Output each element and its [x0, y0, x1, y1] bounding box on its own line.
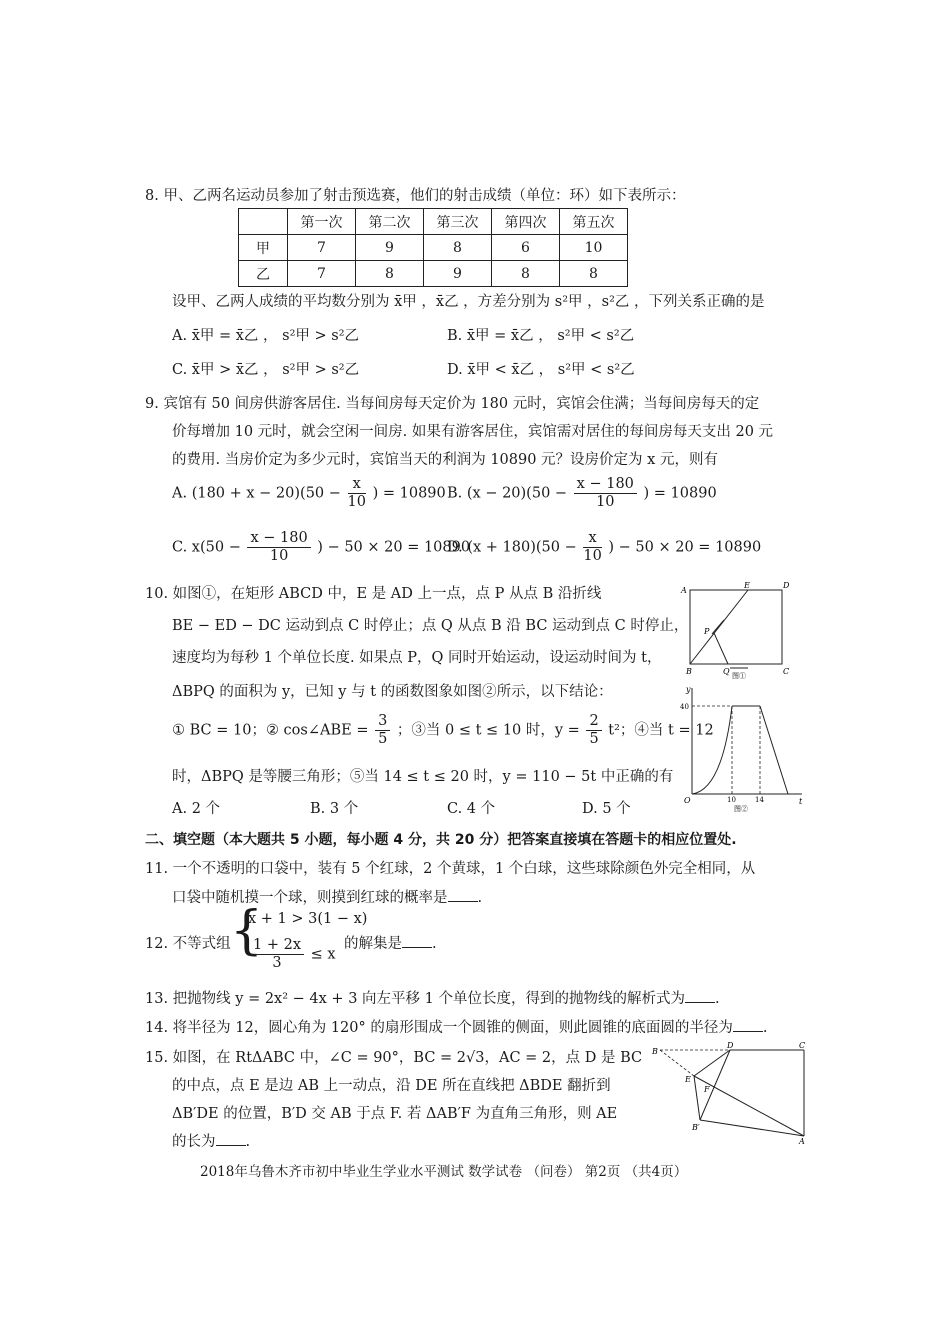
label-t: t [799, 797, 803, 806]
q9-option-a [172, 476, 446, 511]
fraction [250, 937, 304, 972]
denominator: 10 [347, 494, 366, 510]
q10-l5-a: ① BC = 10；② cos∠ABE = [172, 722, 369, 739]
table-cell: 9 [424, 261, 492, 287]
q12-ineq1: x + 1 > 3(1 − x) [248, 911, 368, 927]
table-cell: 10 [560, 235, 628, 261]
q9-a-post: ) = 10890 [372, 485, 446, 502]
fraction [348, 476, 366, 511]
numerator: 2 [586, 713, 601, 731]
figure-1-caption: 图① [732, 672, 746, 680]
table-row [239, 261, 628, 287]
q10-option-d: D. 5 个 [582, 801, 631, 817]
label-10: 10 [727, 796, 736, 804]
q9-b-post: ) = 10890 [643, 485, 717, 502]
q15-text: 的长为 [172, 1134, 216, 1150]
label-p: P [704, 627, 710, 636]
table-cell: 9 [356, 235, 424, 261]
denominator: 10 [596, 494, 615, 510]
q15-line4: 的长为 . [172, 1134, 251, 1150]
table-cell: 6 [492, 235, 560, 261]
system-brace: { [230, 901, 264, 961]
q14: 14. 将半径为 12，圆心角为 120° 的扇形围成一个圆锥的侧面，则此圆锥的底面圆的半径为 . [145, 1020, 768, 1036]
q15-line1: 15. 如图，在 RtΔABC 中，∠C = 90°，BC = 2√3，AC = 2，点 D 是 BC [145, 1050, 643, 1066]
q10-figure-2 [678, 684, 808, 814]
segment-be [690, 590, 748, 664]
q10-option-a: A. 2 个 [172, 801, 221, 817]
label-f: F [704, 1085, 710, 1094]
label-b: B [652, 1047, 658, 1056]
curve-segment [692, 706, 732, 794]
page-footer: 2018年乌鲁木齐市初中毕业生学业水平测试 数学试卷 （问卷） 第2页 （共4页） [200, 1164, 688, 1180]
q9-a-pre: A. (180 + x − 20)(50 − [172, 485, 341, 502]
table-cell: 7 [288, 235, 356, 261]
label-d: D [727, 1041, 734, 1050]
q11-text: 口袋中随机摸一个球，则摸到红球的概率是 [172, 890, 448, 906]
table-row [239, 235, 628, 261]
table-header: 第四次 [492, 209, 560, 235]
q9-d-pre: D. (x + 180)(50 − [447, 539, 577, 556]
q13-text: 13. 把抛物线 y = 2x² − 4x + 3 向左平移 1 个单位长度，得到的抛物线的解析式为 [145, 991, 685, 1007]
table-header: 第三次 [424, 209, 492, 235]
q11-line2: 口袋中随机摸一个球，则摸到红球的概率是 . [172, 890, 483, 906]
section-2-heading: 二、填空题（本大题共 5 小题，每小题 4 分，共 20 分）把答案直接填在答题卡的相应位置处. [145, 832, 737, 848]
q8-option-d: D. x̄甲 < x̄乙 ， s²甲 < s²乙 [447, 362, 635, 378]
label-a: A [799, 1137, 805, 1146]
q9-b-pre: B. (x − 20)(50 − [447, 485, 568, 502]
segment-be-dashed [660, 1050, 694, 1076]
answer-blank [216, 1145, 246, 1146]
score-table [238, 208, 628, 287]
q9-line1: 9. 宾馆有 50 间房供游客居住. 当每间房每天定价为 180 元时，宾馆会住满；当每间房每天的定 [145, 396, 760, 412]
q10-line5 [172, 713, 714, 748]
q11-line1: 11. 一个不透明的口袋中，装有 5 个红球，2 个黄球，1 个白球，这些球除颜色外完全相同，从 [145, 861, 756, 877]
label-e: E [685, 1075, 691, 1084]
figure-2-caption: 图② [734, 805, 748, 813]
q10-option-b: B. 3 个 [310, 801, 359, 817]
label-e: E [744, 581, 750, 590]
q10-line6: 时，ΔBPQ 是等腰三角形；⑤当 14 ≤ t ≤ 20 时，y = 110 − 5t 中正确的有 [172, 769, 674, 785]
table-cell: 乙 [239, 261, 288, 287]
q10-option-c: C. 4 个 [447, 801, 496, 817]
q9-line2: 价每增加 10 元时，就会空闲一间房. 如果有游客居住，宾馆需对居住的每间房每天支出 20 元 [172, 424, 774, 440]
table-cell: 8 [560, 261, 628, 287]
label-y: y [686, 685, 691, 694]
q8-option-a: A. x̄甲 = x̄乙 ， s²甲 > s²乙 [172, 328, 360, 344]
q10-line1: 10. 如图①，在矩形 ABCD 中，E 是 AD 上一点，点 P 从点 B 沿折线 [145, 586, 602, 602]
label-40: 40 [680, 703, 689, 711]
answer-blank [733, 1031, 763, 1032]
denominator: 5 [589, 731, 599, 747]
table-header: 第一次 [288, 209, 356, 235]
numerator: x [583, 530, 601, 548]
q10-l5-c: t²；④当 t = 12 [608, 722, 714, 739]
table-header-row [239, 209, 628, 235]
label-b-prime: B′ [692, 1123, 700, 1132]
denominator: 10 [583, 548, 602, 564]
q12-text: 的解集是 [344, 936, 402, 952]
q8-option-c: C. x̄甲 > x̄乙 ， s²甲 > s²乙 [172, 362, 360, 378]
label-a: A [681, 586, 687, 595]
table-header: 第二次 [356, 209, 424, 235]
q12-pre: 12. 不等式组 [145, 936, 231, 952]
table-cell: 7 [288, 261, 356, 287]
denominator: 3 [272, 955, 282, 971]
label-o: O [684, 796, 691, 805]
answer-blank [402, 947, 432, 948]
q15-figure [648, 1040, 818, 1146]
descending-segment [760, 706, 788, 794]
table-cell: 8 [424, 235, 492, 261]
table-cell: 甲 [239, 235, 288, 261]
fraction [247, 530, 310, 565]
q8-option-b: B. x̄甲 = x̄乙 ， s²甲 < s²乙 [447, 328, 635, 344]
numerator: 1 + 2x [250, 937, 304, 955]
fraction [375, 713, 390, 748]
numerator: x − 180 [247, 530, 310, 548]
label-14: 14 [755, 796, 764, 804]
answer-blank [685, 1002, 715, 1003]
segment-pq [714, 633, 728, 664]
label-q: Q [723, 667, 730, 676]
q10-line2: BE − ED − DC 运动到点 C 时停止；点 Q 从点 B 沿 BC 运动到点 C 时停止， [172, 618, 689, 634]
numerator: 3 [375, 713, 390, 731]
q12-ineq2-post: ≤ x [310, 946, 336, 963]
denominator: 5 [378, 731, 388, 747]
fraction [586, 713, 601, 748]
denominator: 10 [269, 548, 289, 564]
q8-stem: 8. 甲、乙两名运动员参加了射击预选赛，他们的射击成绩（单位：环）如下表所示： [145, 188, 686, 204]
q14-text: 14. 将半径为 12，圆心角为 120° 的扇形围成一个圆锥的侧面，则此圆锥的底面圆的半径为 [145, 1020, 733, 1036]
q10-line3: 速度均为每秒 1 个单位长度. 如果点 P，Q 同时开始运动，设运动时间为 t， [172, 650, 662, 666]
label-c: C [799, 1041, 806, 1050]
label-c: C [783, 667, 790, 676]
numerator: x − 180 [574, 476, 637, 494]
segment-eb2 [694, 1076, 700, 1120]
fraction [583, 530, 601, 565]
q10-l5-b: ；③当 0 ≤ t ≤ 10 时，y = [396, 722, 580, 739]
segment-ea [694, 1076, 804, 1136]
q15-line2: 的中点，点 E 是边 AB 上一动点，沿 DE 所在直线把 ΔBDE 翻折到 [172, 1078, 611, 1094]
label-d: D [783, 581, 790, 590]
q8-prompt: 设甲、乙两人成绩的平均数分别为 x̄甲 ，x̄乙 ，方差分别为 s²甲 ，s²乙 ，下列关系正确的是 [172, 294, 765, 310]
q13: 13. 把抛物线 y = 2x² − 4x + 3 向左平移 1 个单位长度，得到的抛物线的解析式为 . [145, 991, 720, 1007]
q9-option-b [447, 476, 717, 511]
numerator: x [348, 476, 366, 494]
table-cell: 8 [492, 261, 560, 287]
q10-figure-1 [678, 580, 798, 684]
q9-line3: 的费用. 当房价定为多少元时，宾馆当天的利润为 10890 元？设房价定为 x 元，则有 [172, 452, 718, 468]
answer-blank [448, 901, 478, 902]
q9-d-post: ) − 50 × 20 = 10890 [608, 539, 762, 556]
q9-c-pre: C. x(50 − [172, 539, 241, 556]
q12-ineq2 [248, 937, 336, 972]
q9-option-d [447, 530, 761, 565]
table-cell: 8 [356, 261, 424, 287]
p-arrow [712, 620, 724, 634]
table-cell [239, 209, 288, 235]
q15-line3: ΔB′DE 的位置，B′D 交 AB 于点 F. 若 ΔAB′F 为直角三角形，则 AE [172, 1106, 618, 1122]
q9-option-c [172, 530, 470, 565]
q12-post: 的解集是 . [344, 936, 437, 952]
q10-line4: ΔBPQ 的面积为 y，已知 y 与 t 的函数图象如图②所示，以下结论： [172, 684, 613, 700]
label-b: B [686, 667, 692, 676]
fraction [574, 476, 637, 511]
q9-c-post: ) − 50 × 20 = 10890 [317, 539, 471, 556]
table-header: 第五次 [560, 209, 628, 235]
